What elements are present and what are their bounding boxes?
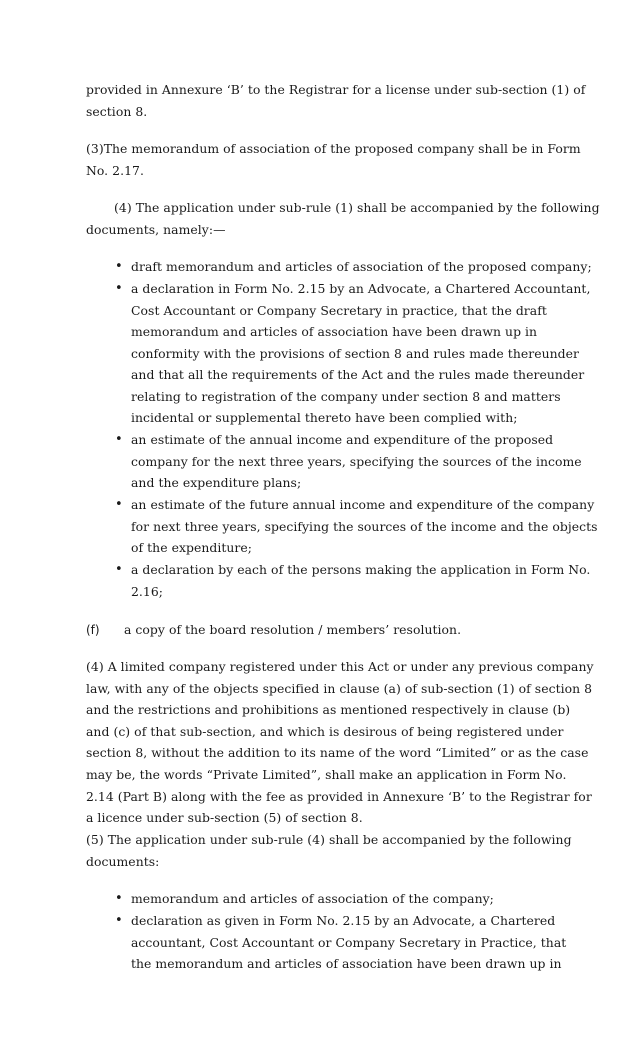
text-line: of the expenditure; [131, 540, 253, 555]
text-line: a declaration by each of the persons making the application in Form No. [131, 562, 591, 577]
text-line: and the expenditure plans; [131, 475, 302, 490]
text-line: conformity with the provisions of section 8 and rules made thereunder [131, 346, 579, 361]
bullet-marker: • [115, 281, 123, 296]
text-line: memorandum and articles of association of the company; [131, 891, 494, 906]
text-line: (5) The application under sub-rule (4) shall be accompanied by the following [86, 832, 572, 847]
bullet-marker: • [115, 891, 123, 906]
text-line: relating to registration of the company under section 8 and matters [131, 389, 561, 404]
text-line: accountant, Cost Accountant or Company Secretary in Practice, that [131, 935, 567, 950]
text-line: (3)The memorandum of association of the proposed company shall be in Form [86, 141, 581, 156]
text-line: for next three years, specifying the sources of the income and the objects [131, 519, 598, 534]
text-line: and that all the requirements of the Act and the rules made thereunder [131, 367, 585, 382]
text-line: memorandum and articles of association have been drawn up in [131, 324, 538, 339]
text-line: a copy of the board resolution / members’ resolution. [124, 622, 462, 637]
text-line: may be, the words “Private Limited”, shall make an application in Form No. [86, 767, 567, 782]
item-marker: (f) [86, 623, 100, 637]
text-line: company for the next three years, specifying the sources of the income [131, 454, 582, 469]
text-line: draft memorandum and articles of association of the proposed company; [131, 259, 592, 274]
bullet-marker: • [115, 913, 123, 928]
text-line: and (c) of that sub-section, and which is desirous of being registered under [86, 724, 564, 739]
text-line: documents, namely:— [86, 222, 226, 237]
text-line: provided in Annexure ‘B’ to the Registrar for a license under sub-section (1) of [86, 82, 586, 97]
text-line: incidental or supplemental thereto have been complied with; [131, 410, 518, 425]
text-line: law, with any of the objects specified in clause (a) of sub-section (1) of section 8 [86, 681, 593, 696]
text-line: (4) The application under sub-rule (1) shall be accompanied by the following [114, 200, 600, 215]
text-line: a licence under sub-section (5) of section 8. [86, 810, 363, 825]
bullet-marker: • [115, 562, 123, 577]
text-line: (4) A limited company registered under this Act or under any previous company [86, 659, 594, 674]
text-line: section 8, without the addition to its name of the word “Limited” or as the case [86, 745, 589, 760]
text-line: section 8. [86, 104, 148, 119]
text-line: No. 2.17. [86, 163, 144, 178]
text-line: Cost Accountant or Company Secretary in practice, that the draft [131, 303, 547, 318]
bullet-marker: • [115, 432, 123, 447]
text-line: documents: [86, 854, 160, 869]
bullet-marker: • [115, 497, 123, 512]
text-line: an estimate of the future annual income and expenditure of the company [131, 497, 595, 512]
bullet-marker: • [115, 259, 123, 274]
text-line: declaration as given in Form No. 2.15 by an Advocate, a Chartered [131, 913, 556, 928]
text-line: an estimate of the annual income and expenditure of the proposed [131, 432, 554, 447]
text-line: and the restrictions and prohibitions as mentioned respectively in clause (b) [86, 702, 571, 717]
text-line: a declaration in Form No. 2.15 by an Advocate, a Chartered Accountant, [131, 281, 591, 296]
text-line: 2.14 (Part B) along with the fee as provided in Annexure ‘B’ to the Registrar for [86, 789, 592, 804]
text-line: 2.16; [131, 584, 164, 599]
text-line: the memorandum and articles of association have been drawn up in [131, 956, 562, 971]
